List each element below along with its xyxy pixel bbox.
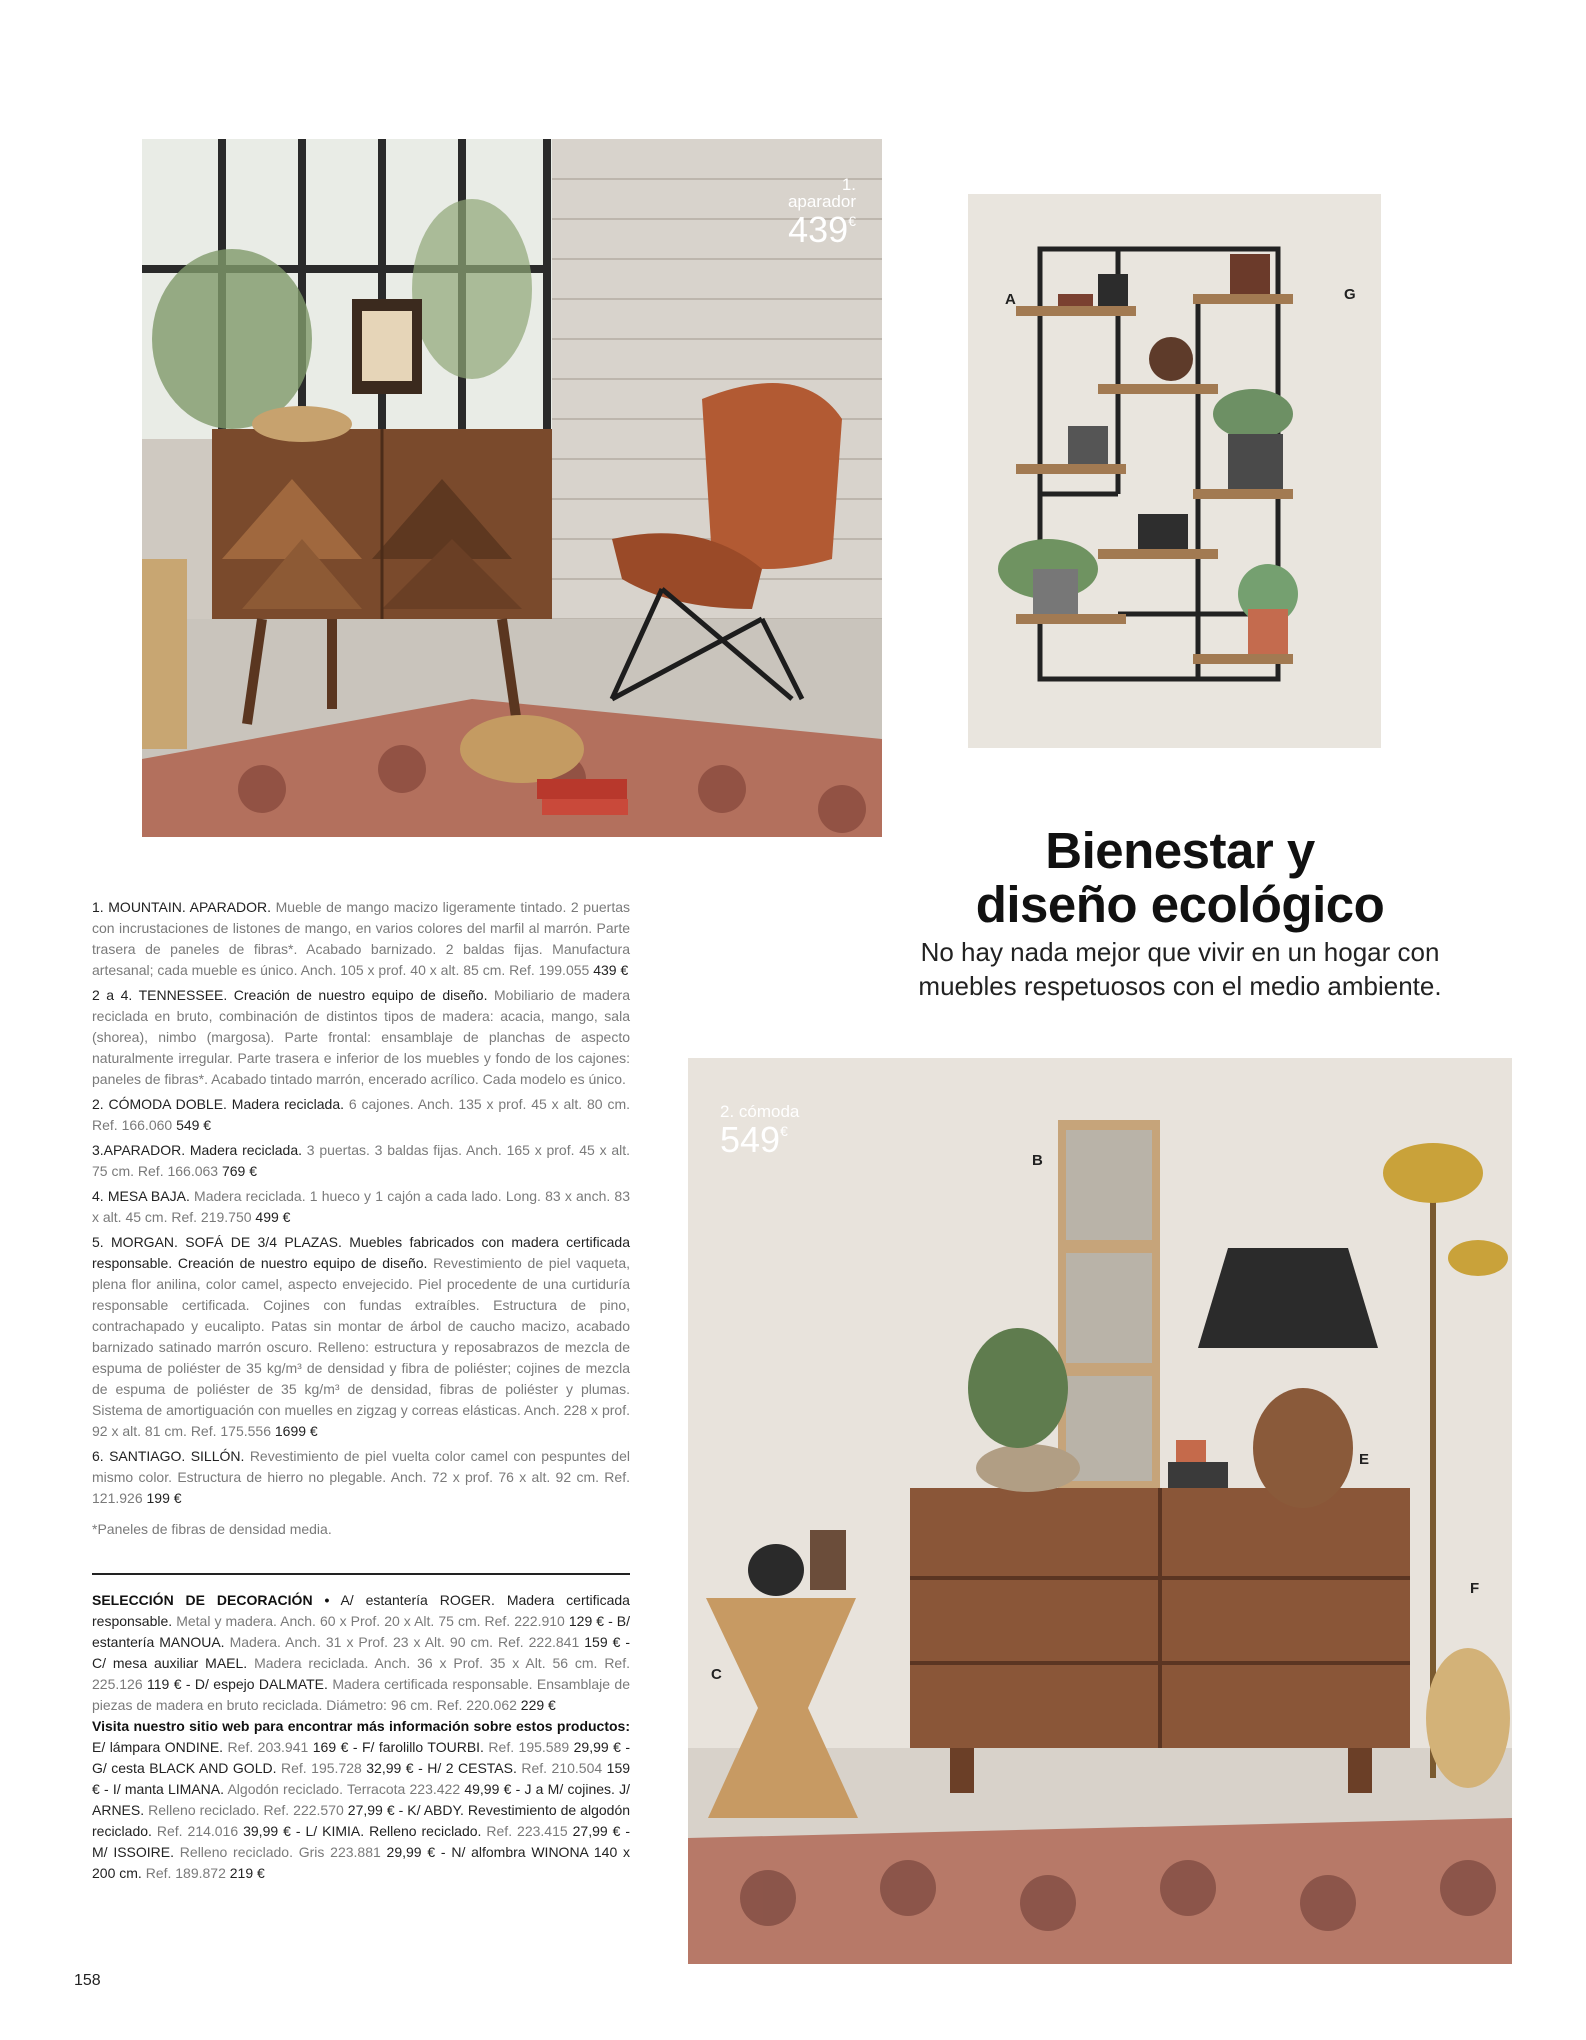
deco-text: Madera. Anch. 31 x Prof. 23 x Alt. 90 cm. Ref. 222.841	[229, 1634, 580, 1650]
product-price: 499 €	[255, 1209, 291, 1225]
deco-text: Ref. 195.728	[280, 1760, 362, 1776]
product-name: 1. MOUNTAIN. APARADOR.	[92, 899, 272, 915]
deco-price: 29,99 € - G/ cesta BLACK AND GOLD.	[92, 1739, 631, 1776]
deco-text: Ref. 195.589	[488, 1739, 570, 1755]
sideboard-price-label: 1. aparador	[787, 175, 856, 211]
deco-text: Ref. 223.415	[486, 1823, 568, 1839]
headline-line-2: diseño ecológico	[975, 876, 1385, 933]
subhead-line-1: No hay nada mejor que vivir en un hogar con	[920, 937, 1440, 967]
product-text: Revestimiento de piel vuelta color camel con pespuntes del mismo color. Estructura de hierro no plegable. Anch. 72 x prof. 76 x alt. 92 cm. Ref. 121.926	[92, 1448, 630, 1506]
dresser-letter-e: E	[1359, 1451, 1370, 1468]
sideboard-price-currency: €	[848, 213, 856, 229]
deco-text: Metal y madera. Anch. 60 x Prof. 20 x Alt. 75 cm. Ref. 222.910	[176, 1613, 565, 1629]
dresser-letter-f: F	[1470, 1580, 1480, 1597]
deco-price: 32,99 € - H/ 2 CESTAS.	[366, 1760, 517, 1776]
product-price: 439 €	[593, 962, 629, 978]
product-name: 6. SANTIAGO. SILLÓN.	[92, 1448, 245, 1464]
product-text: 6 cajones. Anch. 135 x prof. 45 x alt. 80 cm. Ref. 166.060	[92, 1096, 630, 1133]
product-price: 769 €	[221, 1163, 258, 1179]
deco-text: Algodón reciclado. Terracota 223.422	[227, 1781, 461, 1797]
deco-item-a: A/ estantería ROGER. Madera certificada responsable.	[92, 1592, 630, 1629]
deco-price: 119 € - D/ espejo DALMATE.	[147, 1676, 328, 1692]
deco-price: 27,99 € - M/ ISSOIRE.	[92, 1823, 631, 1860]
product-text: Mobiliario de madera reciclada en bruto, combinación de distintos tipos de madera: acacia, mango, sala (shorea), nimbo (margosa). Parte frontal: ensamblaje de planchas de aspecto naturalmente irregular. Parte trasera e inferior de los muebles y fondo de los cajones: paneles de fibras*. Acabado tintado marrón, encerado acrílico. Cada modelo es único.	[92, 987, 631, 1087]
product-item	[92, 1186, 630, 1228]
product-item	[92, 1446, 630, 1509]
deco-price: 229 €	[520, 1697, 556, 1713]
dresser-illustration	[688, 1058, 1512, 1964]
product-price: 199 €	[146, 1490, 182, 1506]
product-descriptions	[92, 897, 630, 1544]
deco-price: 49,99 € - J a M/ cojines. J/ ARNES.	[92, 1781, 631, 1818]
dresser-price-currency: €	[780, 1123, 788, 1139]
deco-text: Madera certificada responsable. Ensamblaje de piezas de madera en bruto reciclada. Diámetro: 96 cm. Ref. 220.062	[92, 1676, 631, 1713]
deco-text: Ref. 214.016	[156, 1823, 239, 1839]
decoration-selection	[92, 1590, 630, 1884]
deco-price: 219 €	[229, 1865, 265, 1881]
sideboard-price-tag	[770, 176, 856, 248]
product-text: Madera reciclada. 1 hueco y 1 cajón a cada lado. Long. 83 x anch. 83 x alt. 45 cm. Ref. 219.750	[92, 1188, 631, 1225]
deco-text: Ref. 189.872	[145, 1865, 226, 1881]
shelf-letter-a: A	[1005, 291, 1016, 308]
product-name: 5. MORGAN. SOFÁ DE 3/4 PLAZAS. Muebles fabricados con madera certificada responsable. Creación de nuestro equipo de diseño.	[92, 1234, 630, 1271]
deco-price: 39,99 € - L/ KIMIA. Relleno reciclado.	[243, 1823, 482, 1839]
product-price: 549 €	[176, 1117, 212, 1133]
page-number: 158	[74, 1972, 101, 1989]
deco-text: Ref. 210.504	[521, 1760, 603, 1776]
dresser-price-label: 2. cómoda	[720, 1102, 800, 1121]
product-name: 3.APARADOR. Madera reciclada.	[92, 1142, 303, 1158]
product-text: Revestimiento de piel vaqueta, plena flor anilina, color camel, aspecto envejecido. Piel procedente de una curtiduría responsable certificada. Cojines con fundas extraíbles. Estructura de pino, contrachapado y eucalipto. Patas sin montar de árbol de caucho macizo, acabado barnizado satinado marrón oscuro. Relleno: estructura y reposabrazos de mezcla de espuma de poliéster de 35 kg/m³ de densidad y fibra de poliéster; cojines de mezcla de espuma de poliéster de 35 kg/m³ de densidad, fibras de poliéster y plumas. Sistema de amortiguación con muelles en zigzag y correas elásticas. Anch. 228 x prof. 92 x alt. 81 cm. Ref. 175.556	[92, 1255, 631, 1439]
deco-price: 159 € - I/ manta LIMANA.	[92, 1760, 631, 1797]
product-name: 2 a 4. TENNESSEE. Creación de nuestro equipo de diseño.	[92, 987, 488, 1003]
deco-text: Relleno reciclado. Gris 223.881	[179, 1844, 381, 1860]
deco-price: 129 € - B/ estantería MANOUA.	[92, 1613, 631, 1650]
sideboard-price-amount: 439	[788, 209, 849, 250]
deco-title: SELECCIÓN DE DECORACIÓN •	[92, 1592, 330, 1608]
headline-line-1: Bienestar y	[1045, 822, 1315, 879]
product-item	[92, 897, 630, 981]
shelf-illustration	[968, 194, 1381, 748]
product-item	[92, 1140, 630, 1182]
footnote: *Paneles de fibras de densidad media.	[92, 1521, 332, 1537]
deco-price: 169 € - F/ farolillo TOURBI.	[312, 1739, 484, 1755]
dresser-letter-b: B	[1032, 1152, 1043, 1169]
product-item	[92, 1094, 630, 1136]
product-name: 2. CÓMODA DOBLE. Madera reciclada.	[92, 1096, 345, 1112]
dresser-price-tag	[720, 1103, 799, 1158]
deco-price: 159 € - C/ mesa auxiliar MAEL.	[92, 1634, 631, 1671]
product-price: 1699 €	[274, 1423, 318, 1439]
deco-price: 27,99 € - K/ ABDY. Revestimiento de algodón reciclado.	[92, 1802, 631, 1839]
product-item	[92, 985, 630, 1090]
dresser-letter-c: C	[711, 1666, 722, 1683]
deco-text: Ref. 203.941	[227, 1739, 309, 1755]
deco-text: Madera reciclada. Anch. 36 x Prof. 35 x Alt. 56 cm. Ref. 225.126	[92, 1655, 630, 1692]
product-text: 3 puertas. 3 baldas fijas. Anch. 165 x prof. 45 x alt. 75 cm. Ref. 166.063	[92, 1142, 631, 1179]
shelf-letter-g: G	[1344, 286, 1356, 303]
product-name: 4. MESA BAJA.	[92, 1188, 190, 1204]
product-text: Mueble de mango macizo ligeramente tintado. 2 puertas con incrustaciones de listones de mango, en varios colores del marfil al marrón. Parte trasera de paneles de fibras*. Acabado barnizado. 2 baldas fijas. Manufactura artesanal; cada mueble es único. Anch. 105 x prof. 40 x alt. 85 cm. Ref. 199.055	[92, 899, 630, 978]
product-item	[92, 1232, 630, 1442]
page-subhead	[880, 935, 1480, 1003]
deco-text: Relleno reciclado. Ref. 222.570	[148, 1802, 344, 1818]
dresser-price-amount: 549	[720, 1119, 781, 1160]
deco-price: 29,99 € - N/ alfombra WINONA 140 x 200 cm.	[92, 1844, 631, 1881]
page-headline	[880, 824, 1480, 932]
dresser-photo	[688, 1058, 1512, 1964]
shelf-photo	[968, 194, 1381, 748]
deco-visit-note: Visita nuestro sitio web para encontrar más información sobre estos productos:	[92, 1718, 630, 1734]
subhead-line-2: muebles respetuosos con el medio ambiente.	[918, 971, 1442, 1001]
deco-item-e: E/ lámpara ONDINE.	[92, 1739, 224, 1755]
section-divider	[92, 1573, 630, 1575]
